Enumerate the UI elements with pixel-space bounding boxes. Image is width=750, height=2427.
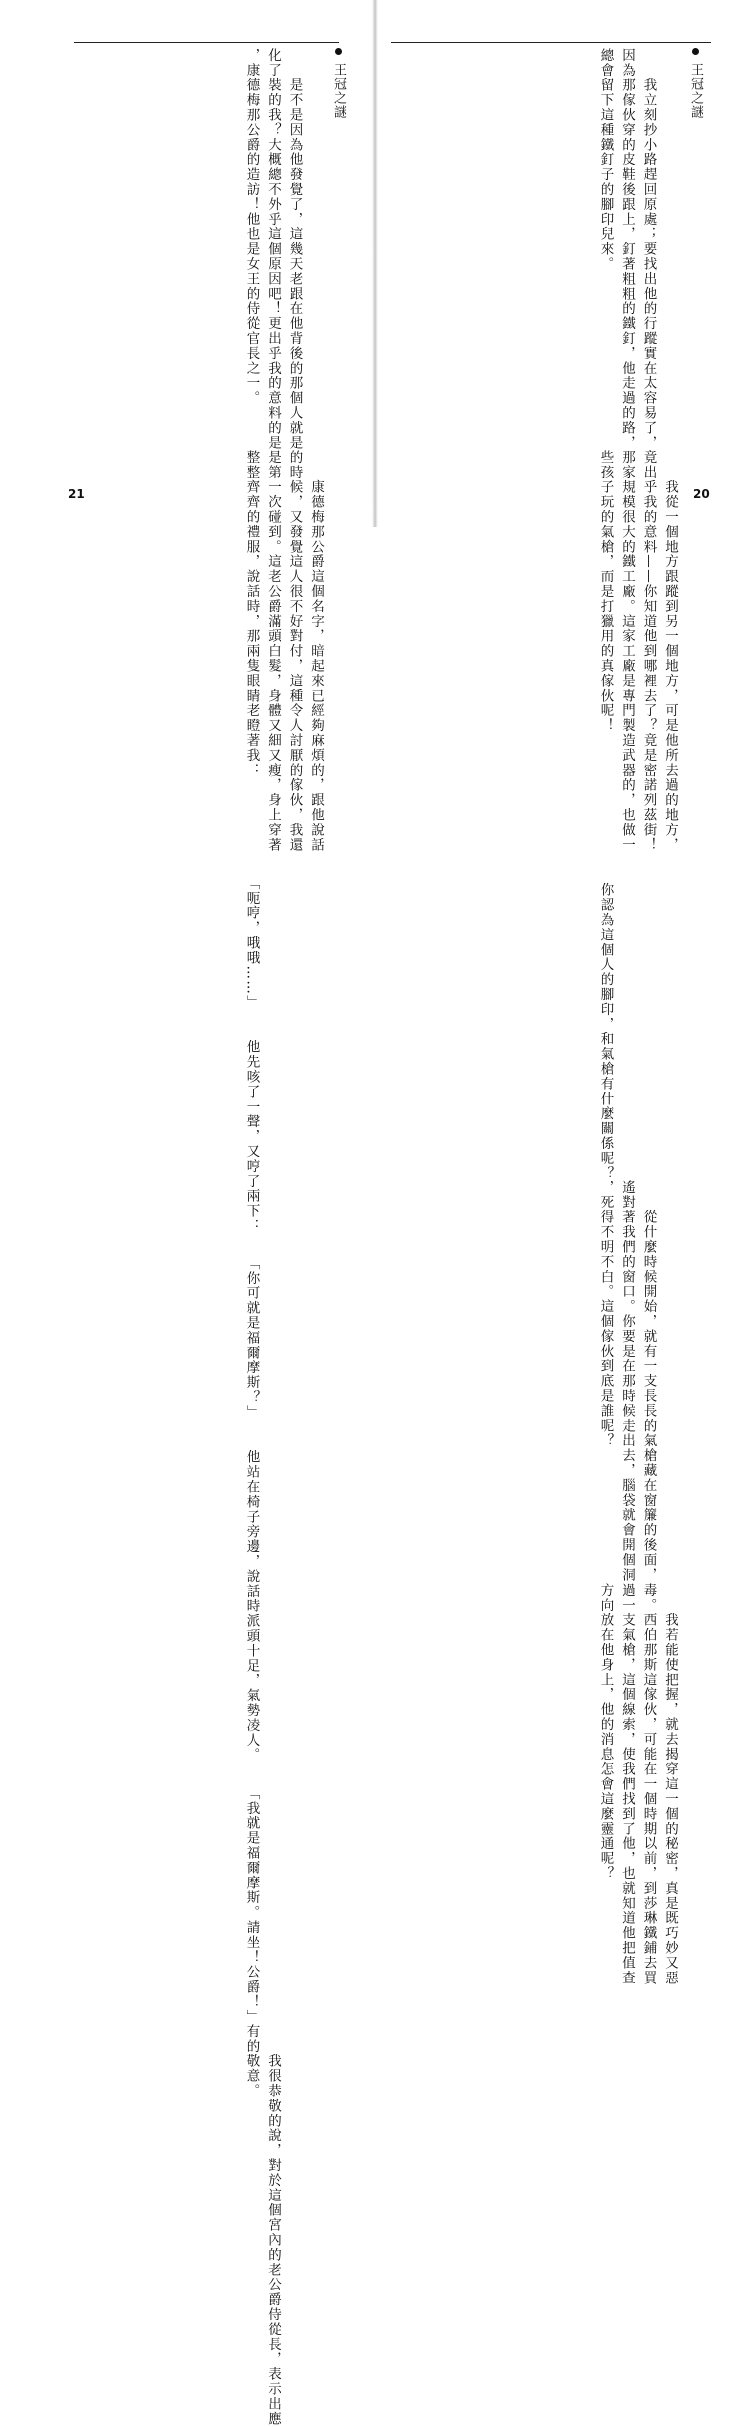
running-header-title: 王冠之謎 (331, 63, 346, 120)
page-number-right: 20 (693, 487, 710, 501)
bullet-dot-icon (335, 48, 342, 55)
paragraph: 我立刻抄小路趕回原處；要找出他的行蹤實在太容易了， 因為那傢伙穿的皮鞋後跟上，釘著粗粗的鐵釘，他走過的路， 總會留下這種鐵釘子的腳印兒來。 (597, 48, 657, 451)
running-header (330, 48, 346, 119)
paragraph: 從什麼時候開始，就有一支長長的氣槍藏在窗簾的後面， 遙對著我們的窗口。你要是在那時候走出去，腦袋就會開個洞 ，死得不明不白。這個傢伙到底是誰呢？ (597, 1180, 657, 1583)
header-rule (391, 42, 711, 43)
paragraph: 「呃哼，哦哦……」 (243, 852, 260, 1010)
paragraph: 是不是因為他發覺了，這幾天老跟在他背後的那個人就是 化了裝的我？大概總不外乎這個原因吧！更出乎我的意料的是 ，康德梅那公爵的造訪！他也是女王的侍從官長之一。 (243, 48, 303, 451)
page-number-left: 21 (68, 487, 85, 501)
paragraph: 你認為這個人的腳印，和氣槍有什麼關係呢？ (597, 852, 614, 1181)
running-header-title: 王冠之謎 (688, 63, 703, 120)
running-header (687, 48, 703, 119)
header-rule (74, 42, 339, 43)
right-page-body (395, 48, 680, 1986)
paragraph: 我若能使把握，就去揭穿這一個的秘密，真是既巧妙又惡 毒。西伯那斯這傢伙，可能在一個時期以前，到莎琳鐵鋪去買 過一支氣槍，這個線索，使我們找到了他，也就知道他把值查 方向放在他身上，他的消息怎會這麼靈通呢？ (597, 1582, 678, 1986)
paragraph: 他站在椅子旁邊，說話時派頭十足，氣勢凌人。 (243, 1420, 260, 1763)
right-page (375, 0, 750, 1986)
paragraph: 我從一個地方跟蹤到另一個地方，可是他所去過的地方， 竟出乎我的意料——你知道他到哪裡去了？竟是密諾列茲街！ 那家規模很大的鐵工廠。這家工廠是專門製造武器的，也做一 些孩子玩的氣槍，而是打獵用的真傢伙呢！ (597, 450, 678, 853)
left-page-body (78, 48, 326, 2427)
bullet-dot-icon (692, 48, 699, 55)
paragraph: 「你可就是福爾摩斯？」 (243, 1233, 260, 1421)
paragraph: 他先咳了一聲，又哼了兩下： (243, 1009, 260, 1234)
paragraph: 我很恭敬的說，對於這個宮內的老公爵侍從長，表示出應 有的敬意。 (243, 2024, 281, 2427)
paragraph: 康德梅那公爵這個名字，暗起來已經夠麻煩的，跟他說話 的時候，又發覺這人很不好對付，這種令人討厭的傢伙，我還 是第一次碰到。這老公爵滿頭白髮，身體又細又瘦，身上穿著 整整齊齊的禮服，說話時，那兩隻眼睛老瞪著我： (243, 450, 324, 853)
paragraph: 「我就是福爾摩斯。請坐！公爵！」 (243, 1762, 260, 2025)
